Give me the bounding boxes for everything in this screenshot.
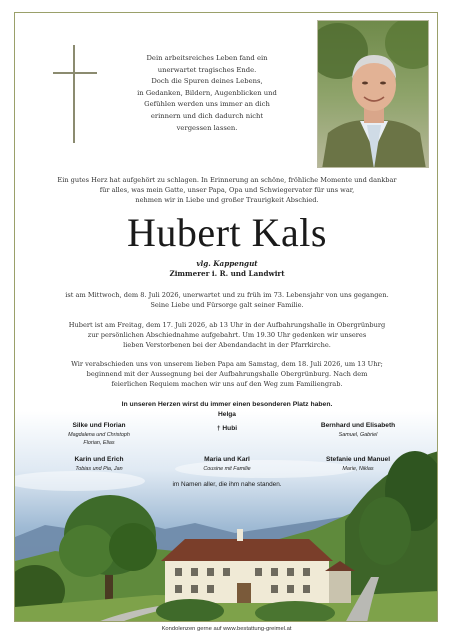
closing-line: im Namen aller, die ihm nahe standen. <box>172 481 282 488</box>
text-line: zur persönlichen Abschiednahme aufgebahrt. Um 19.30 Uhr gedenken wir unseres <box>87 330 367 339</box>
deceased-profession: Zimmerer i. R. und Landwirt <box>169 269 285 278</box>
heart-line: In unseren Herzen wirst du immer einen besonderen Platz haben. <box>121 401 333 408</box>
mourners-list <box>15 411 438 491</box>
text-line: feierlichen Requiem machen wir uns auf den Weg zum Familiengrab. <box>111 379 343 388</box>
mourner-stefanie: Stefanie und Manuel <box>325 456 391 463</box>
text-line: Hubert ist am Freitag, dem 17. Juli 2026, ab 13 Uhr in der Aufbahrungshalle in Obergrünburg <box>68 321 386 329</box>
text-line: Seine Liebe und Fürsorge galt seiner Familie. <box>150 300 304 309</box>
text-line: ist am Mittwoch, dem 8. Juli 2026, unerwartet und zu früh im 73. Lebensjahr von uns gegangen. <box>65 291 389 299</box>
mourner-silke-children: Magdalena und Christoph <box>68 432 130 438</box>
text-line: Wir verabschieden uns von unserem lieben Papa am Samstag, dem 18. Juli 2026, um 13 Uhr; <box>71 360 383 368</box>
mourner-hubi: † Hubi <box>216 425 238 432</box>
poem-line: Doch die Spuren deines Lebens, <box>151 77 263 86</box>
mourner-karin-children: Tobias und Pia, Jan <box>75 466 123 472</box>
mourner-bernhard: Bernhard und Elisabeth <box>320 422 396 429</box>
condolence-footer: Kondolenzen gerne auf www.bestattung-greimel.at <box>161 626 292 632</box>
mourner-maria-family: Cousine mit Familie <box>203 466 251 472</box>
poem-line: vergessen lassen. <box>176 123 238 132</box>
mourner-bernhard-children: Samuel, Gabriel <box>338 432 378 438</box>
poem <box>107 53 307 134</box>
mourner-maria: Maria und Karl <box>204 456 250 463</box>
mourner-silke-grandchildren: Florian, Elias <box>83 440 115 446</box>
poem-line: in Gedanken, Bildern, Augenblicken und <box>137 88 277 97</box>
death-notice <box>15 291 438 311</box>
cross-icon <box>53 45 97 143</box>
poem-line: Gefühlen werden uns immer an dich <box>144 100 270 109</box>
poem-line: erinnern und dich dadurch nicht <box>150 111 264 120</box>
obituary-card <box>14 12 438 622</box>
portrait-photo <box>317 20 429 168</box>
poem-line: unerwartet tragisches Ende. <box>157 65 257 74</box>
viewing-notice <box>15 321 438 350</box>
intro-line: für alles, was mein Gatte, unser Papa, Opa und Schwiegervater für uns war, <box>99 186 355 195</box>
intro-line: nehmen wir in Liebe und großer Traurigkeit Abschied. <box>135 196 319 205</box>
text-line: lieben Verstorbenen bei der Abendandacht in der Pfarrkirche. <box>123 340 331 349</box>
intro-line: Ein gutes Herz hat aufgehört zu schlagen. In Erinnerung an schöne, fröhliche Momente und dankbar <box>57 176 397 184</box>
deceased-name: Hubert Kals <box>127 210 327 255</box>
intro-text <box>15 175 438 206</box>
deceased-alias: vlg. Kappengut <box>196 259 258 268</box>
text-line: beginnend mit der Aussegnung bei der Aufbahrungshalle Obergrünburg. Nach dem <box>86 369 368 378</box>
mourner-silke: Silke und Florian <box>72 422 126 429</box>
funeral-notice <box>15 360 438 389</box>
mourner-karin: Karin und Erich <box>74 456 124 463</box>
mourner-helga: Helga <box>218 411 236 418</box>
poem-line: Dein arbeitsreiches Leben fand ein <box>146 54 268 62</box>
mourner-stefanie-children: Marie, Niklas <box>342 466 374 472</box>
